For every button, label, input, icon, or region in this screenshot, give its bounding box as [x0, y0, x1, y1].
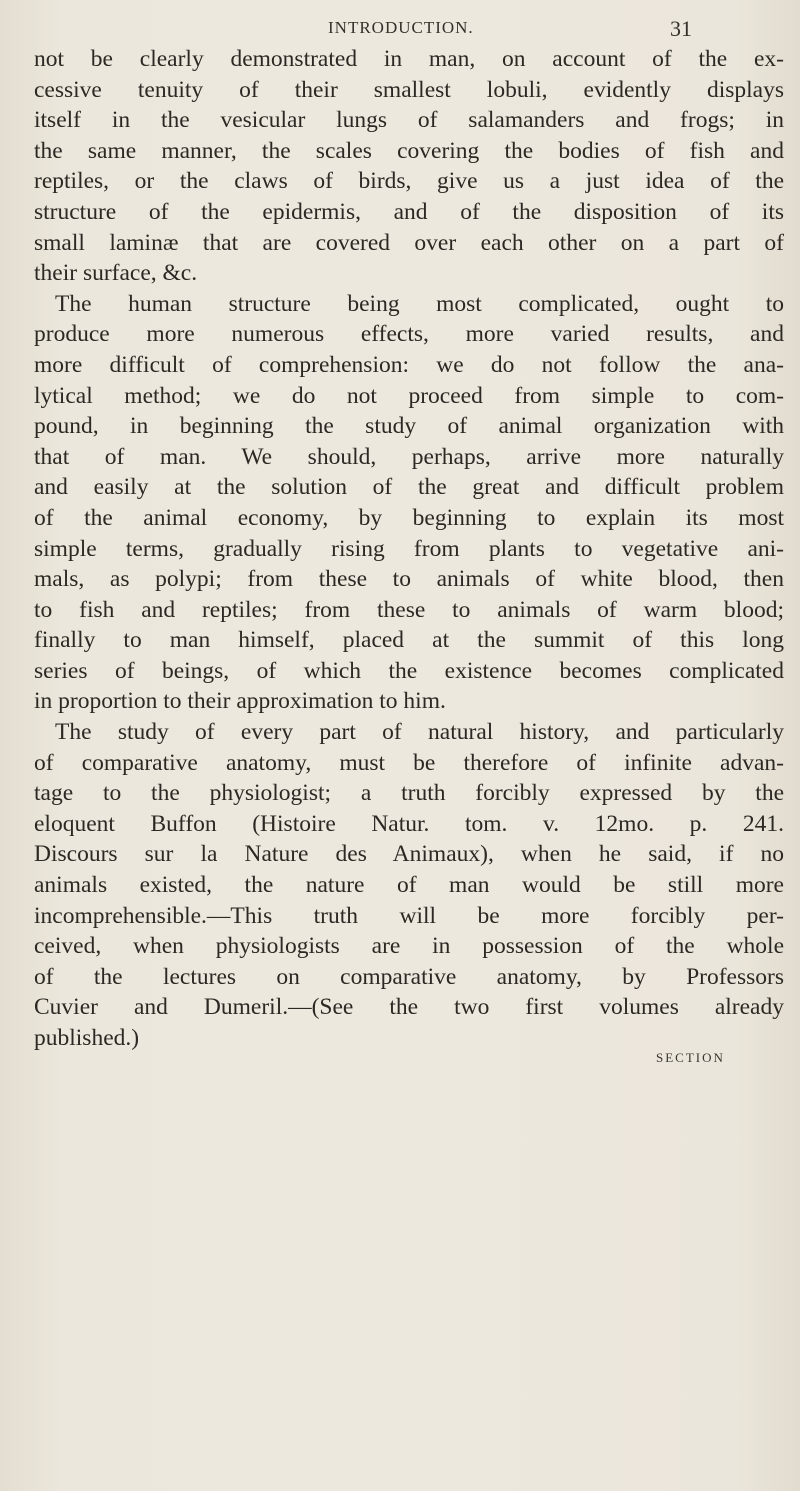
- text-line: reptiles, or the claws of birds, give us a just idea of the: [34, 168, 784, 195]
- page-number: 31: [670, 16, 692, 41]
- text-line: ceived, when physiologists are in possession of the whole: [34, 933, 784, 960]
- text-line: series of beings, of which the existence becomes complicated: [34, 657, 784, 684]
- text-line: structure of the epidermis, and of the disposition of its: [34, 198, 784, 225]
- text-line: cessive tenuity of their smallest lobuli, evidently displays: [34, 76, 784, 103]
- running-head: [0, 12, 800, 48]
- text-line: published.): [34, 1025, 140, 1051]
- text-line: The study of every part of natural history, and particularly: [55, 719, 784, 746]
- text-line: in proportion to their approximation to him.: [34, 688, 446, 715]
- text-line: finally to man himself, placed at the summit of this long: [34, 627, 784, 654]
- text-line: and easily at the solution of the great and difficult problem: [34, 474, 784, 501]
- text-line: eloquent Buffon (Histoire Natur. tom. v. 12mo. p. 241.: [34, 810, 784, 837]
- text-line: more difficult of comprehension: we do not follow the ana-: [34, 351, 784, 378]
- text-line: Discours sur la Nature des Animaux), when he said, if no: [34, 841, 784, 868]
- text-line: lytical method; we do not proceed from simple to com-: [34, 382, 784, 409]
- text-line: to fish and reptiles; from these to animals of warm blood;: [34, 596, 784, 623]
- text-line: Cuvier and Dumeril.—(See the two first volumes already: [34, 994, 784, 1021]
- catchword: SECTION: [656, 1050, 725, 1065]
- text-line: of the animal economy, by beginning to explain its most: [34, 504, 784, 531]
- text-line: tage to the physiologist; a truth forcibly expressed by the: [34, 780, 784, 807]
- text-line: small laminæ that are covered over each other on a part of: [34, 229, 784, 256]
- text-line: The human structure being most complicated, ought to: [55, 290, 784, 317]
- text-line: of the lectures on comparative anatomy, by Professors: [34, 963, 784, 990]
- body-text: [34, 44, 784, 1054]
- text-line: itself in the vesicular lungs of salamanders and frogs; in: [34, 107, 784, 134]
- text-line: pound, in beginning the study of animal organization with: [34, 413, 784, 440]
- text-line: simple terms, gradually rising from plants to vegetative ani-: [34, 535, 784, 562]
- paragraph-2: [34, 289, 784, 717]
- text-line: mals, as polypi; from these to animals of white blood, then: [34, 566, 784, 593]
- text-line: incomprehensible.—This truth will be more forcibly per-: [34, 902, 784, 929]
- text-line: not be clearly demonstrated in man, on account of the ex-: [34, 46, 784, 72]
- text-line: produce more numerous effects, more varied results, and: [34, 321, 784, 348]
- running-title: INTRODUCTION.: [328, 18, 474, 37]
- paragraph-3: [34, 717, 784, 1054]
- text-line: the same manner, the scales covering the bodies of fish and: [34, 137, 784, 164]
- paragraph-1: [34, 44, 784, 289]
- text-line: their surface, &c.: [34, 260, 198, 287]
- text-line: that of man. We should, perhaps, arrive more naturally: [34, 443, 784, 470]
- text-line: of comparative anatomy, must be therefore of infinite advan-: [34, 749, 784, 776]
- text-line: animals existed, the nature of man would be still more: [34, 872, 784, 899]
